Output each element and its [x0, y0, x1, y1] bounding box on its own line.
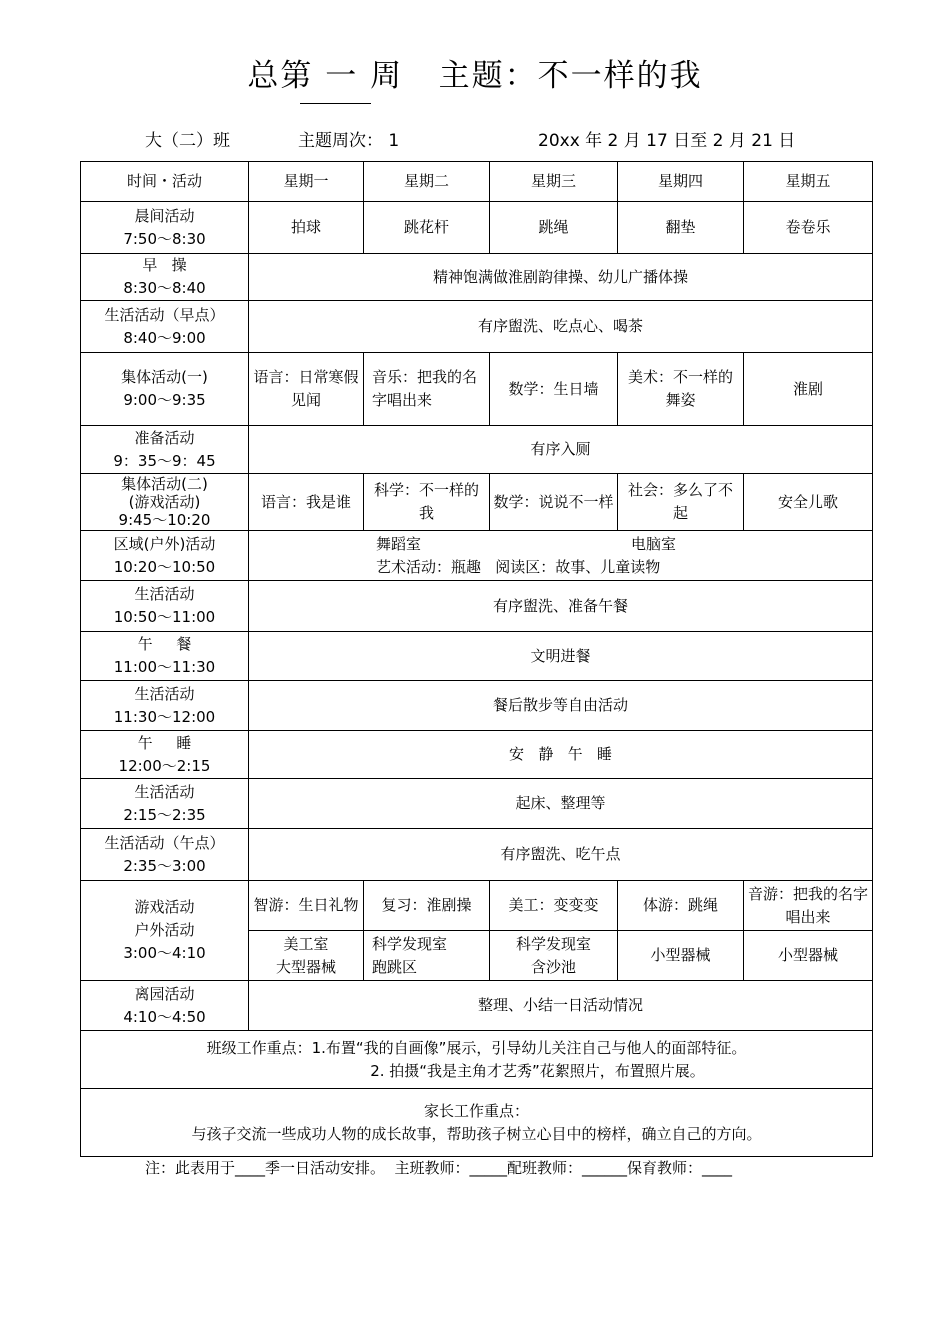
time-cell — [81, 301, 249, 353]
time-cell — [81, 779, 249, 829]
activity-time: 8:30～8:40 — [123, 279, 206, 297]
time-cell — [81, 581, 249, 632]
activity-name: 准备活动 — [134, 428, 195, 447]
day-cell: 跳花杆 — [364, 202, 490, 254]
time-cell — [81, 202, 249, 254]
activity-time: 2:15～2:35 — [123, 805, 206, 824]
day-cell: 拍球 — [249, 202, 364, 254]
class-focus-row — [81, 1031, 873, 1089]
day-cell — [249, 931, 364, 981]
area-room: 跑跳区 — [372, 957, 418, 976]
content-cell: 有序入厕 — [249, 426, 873, 474]
day-cell: 小型器械 — [744, 931, 873, 981]
class-focus-item-1: 班级工作重点：1.布置“我的自画像”展示，引导幼儿关注自己与他人的面部特征。 — [206, 1038, 747, 1057]
time-cell — [81, 731, 249, 779]
table-header-row — [81, 162, 873, 202]
day-cell: 语言：我是谁 — [249, 474, 364, 531]
date-range: 20xx 年 2 月 17 日至 2 月 21 日 — [538, 131, 796, 151]
activity-time: 3:00～4:10 — [123, 944, 206, 962]
day-cell: 科学：不一样的我 — [364, 474, 490, 531]
activity-name: 离园活动 — [134, 984, 195, 1003]
day-cell: 跳绳 — [490, 202, 618, 254]
table-row — [81, 426, 873, 474]
activity-time: 9：35～9：45 — [113, 451, 216, 470]
time-cell — [81, 829, 249, 881]
content-cell: 有序盥洗、吃午点 — [249, 829, 873, 881]
table-row — [81, 353, 873, 426]
content-cell: 有序盥洗、吃点心、喝茶 — [249, 301, 873, 353]
day-cell — [490, 931, 618, 981]
class-focus-item-2: 2. 拍摄“我是主角才艺秀”花絮照片，布置照片展。 — [370, 1061, 705, 1080]
table-row — [81, 829, 873, 881]
table-row — [81, 779, 873, 829]
content-cell: 整理、小结一日活动情况 — [249, 981, 873, 1031]
activity-name: 集体活动(二) — [121, 475, 208, 493]
time-cell — [81, 426, 249, 474]
activity-name: 生活活动 — [134, 585, 195, 603]
table-row — [81, 474, 873, 531]
content-cell: 餐后散步等自由活动 — [249, 681, 873, 731]
day-cell: 淮剧 — [744, 353, 873, 426]
activity-time: 9:45～10:20 — [118, 511, 211, 529]
day-cell: 音游：把我的名字唱出来 — [744, 881, 873, 931]
content-cell: 安 静 午 睡 — [249, 731, 873, 779]
header-cell: 星期五 — [744, 162, 873, 202]
parent-focus-label: 家长工作重点： — [423, 1101, 529, 1120]
header-cell: 星期一 — [249, 162, 364, 202]
day-cell: 体游：跳绳 — [618, 881, 744, 931]
activity-subname: (游戏活动) — [128, 493, 201, 511]
activity-time: 7:50～8:30 — [123, 229, 206, 248]
activity-time: 9:00～9:35 — [123, 391, 206, 409]
time-cell — [81, 353, 249, 426]
header-cell: 星期二 — [364, 162, 490, 202]
activity-time: 11:30～12:00 — [113, 707, 216, 726]
activity-name: 游戏活动 — [134, 898, 195, 916]
table-row — [81, 681, 873, 731]
class-name: 大（二）班 — [145, 131, 230, 151]
activity-name: 生活活动 — [134, 684, 195, 703]
activity-time: 8:40～9:00 — [123, 328, 206, 347]
time-cell — [81, 881, 249, 981]
table-row — [81, 531, 873, 581]
parent-focus-row — [81, 1089, 873, 1157]
activity-name: 户外活动 — [134, 921, 195, 939]
day-cell: 安全儿歌 — [744, 474, 873, 531]
class-focus-cell — [81, 1031, 873, 1089]
activity-name: 生活活动（午点） — [104, 833, 225, 852]
activity-time: 11:00～11:30 — [113, 658, 216, 676]
area-room: 含沙池 — [530, 957, 576, 976]
area-room: 电脑室 — [631, 534, 677, 553]
activity-name: 晨间活动 — [134, 206, 195, 225]
time-cell — [81, 681, 249, 731]
activity-name: 集体活动(一) — [121, 368, 208, 386]
theme-week: 主题周次： 1 — [298, 131, 400, 151]
content-cell: 有序盥洗、准备午餐 — [249, 581, 873, 632]
day-cell: 社会：多么了不起 — [618, 474, 744, 531]
schedule-table — [80, 161, 873, 1157]
area-room: 科学发现室 — [515, 934, 591, 953]
parent-focus-cell — [81, 1089, 873, 1157]
table-row — [81, 254, 873, 301]
day-cell: 智游：生日礼物 — [249, 881, 364, 931]
activity-name: 生活活动 — [134, 782, 195, 801]
title-underline — [300, 103, 371, 104]
area-room: 科学发现室 — [372, 934, 448, 953]
area-room: 舞蹈室 — [376, 534, 422, 553]
table-row — [81, 202, 873, 254]
table-row — [81, 881, 873, 931]
day-cell: 美工：变变变 — [490, 881, 618, 931]
time-cell — [81, 254, 249, 301]
day-cell — [364, 931, 490, 981]
table-row — [81, 731, 873, 779]
time-cell — [81, 981, 249, 1031]
day-cell: 美术：不一样的舞姿 — [618, 353, 744, 426]
time-cell — [81, 632, 249, 681]
day-cell: 小型器械 — [618, 931, 744, 981]
activity-name: 区域(户外)活动 — [113, 534, 216, 553]
activity-name: 早 操 — [142, 256, 187, 274]
footer-note: 注：此表用于____季一日活动安排。 主班教师：_____配班教师：______保育教师：____ — [145, 1159, 733, 1177]
activity-time: 10:50～11:00 — [113, 608, 216, 626]
content-cell — [249, 531, 873, 581]
table-row — [81, 301, 873, 353]
page-title: 总第 一 周 主题：不一样的我 — [247, 58, 703, 94]
time-cell — [81, 531, 249, 581]
header-cell: 时间・活动 — [81, 162, 249, 202]
activity-time: 2:35～3:00 — [123, 856, 206, 875]
header-cell: 星期三 — [490, 162, 618, 202]
activity-time: 4:10～4:50 — [123, 1007, 206, 1026]
content-cell: 起床、整理等 — [249, 779, 873, 829]
area-activities: 艺术活动：瓶趣 阅读区：故事、儿童读物 — [376, 557, 661, 576]
header-cell: 星期四 — [618, 162, 744, 202]
activity-name: 午 睡 — [137, 733, 192, 752]
day-cell: 音乐：把我的名字唱出来 — [364, 353, 490, 426]
day-cell: 数学：说说不一样 — [490, 474, 618, 531]
table-row — [81, 981, 873, 1031]
day-cell: 翻垫 — [618, 202, 744, 254]
content-cell: 精神饱满做淮剧韵律操、幼儿广播体操 — [249, 254, 873, 301]
time-cell — [81, 474, 249, 531]
day-cell: 复习：淮剧操 — [364, 881, 490, 931]
table-row — [81, 581, 873, 632]
parent-focus-text: 与孩子交流一些成功人物的成长故事，帮助孩子树立心目中的榜样，确立自己的方向。 — [191, 1124, 762, 1143]
area-room: 大型器械 — [275, 957, 336, 976]
day-cell: 卷卷乐 — [744, 202, 873, 254]
activity-time: 12:00～2:15 — [118, 756, 211, 775]
area-room: 美工室 — [283, 934, 329, 953]
day-cell: 数学：生日墙 — [490, 353, 618, 426]
activity-name: 生活活动（早点） — [104, 305, 225, 324]
activity-time: 10:20～10:50 — [113, 557, 216, 576]
content-cell: 文明进餐 — [249, 632, 873, 681]
activity-name: 午 餐 — [137, 635, 192, 653]
day-cell: 语言：日常寒假见闻 — [249, 353, 364, 426]
table-row — [81, 632, 873, 681]
